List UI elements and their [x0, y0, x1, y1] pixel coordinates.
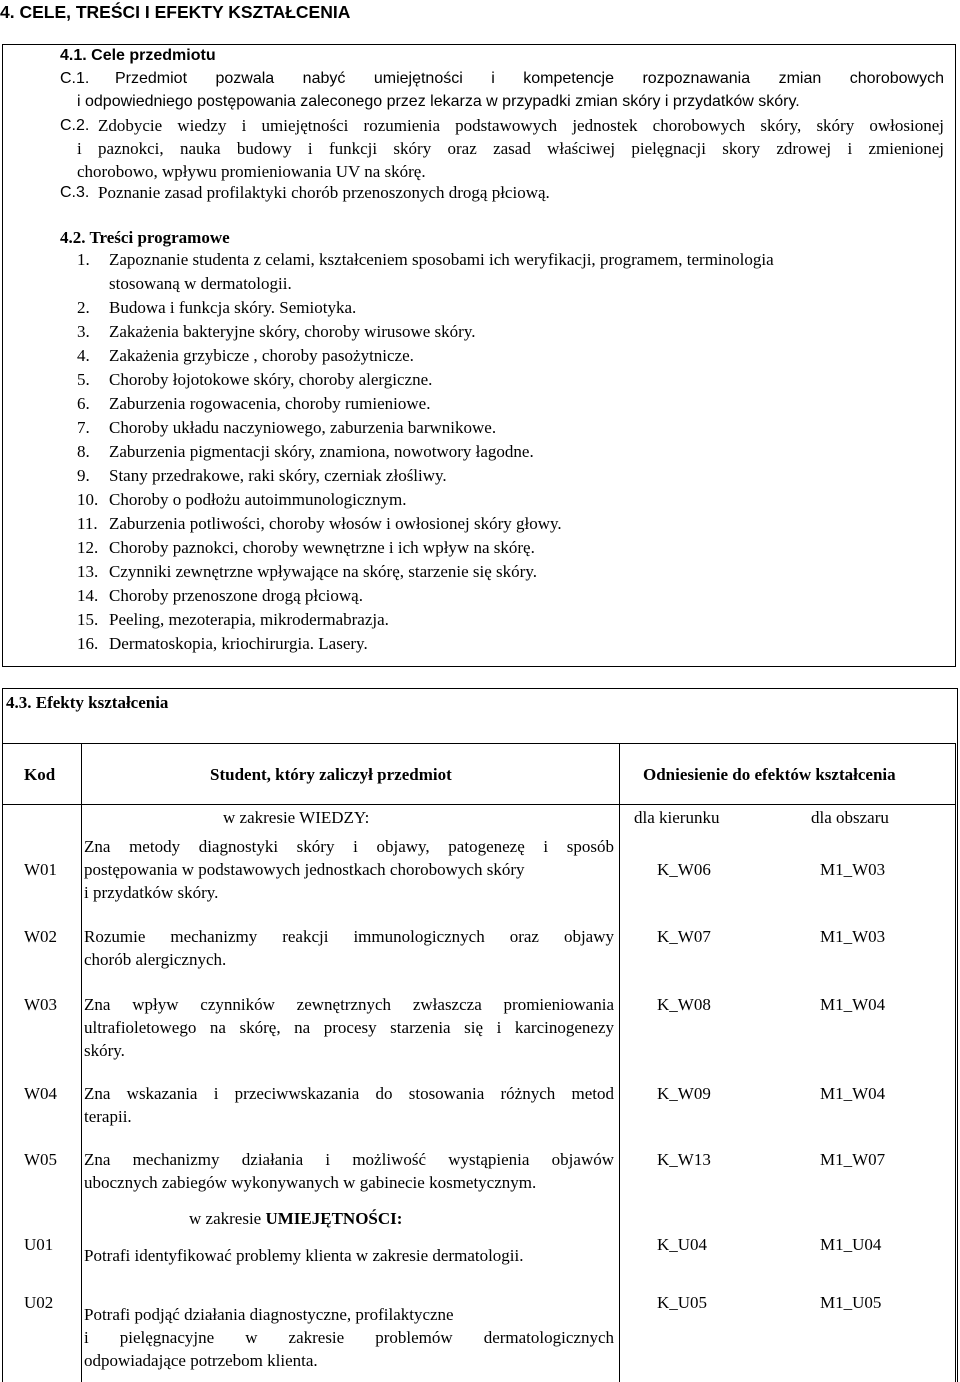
outcome-description: ubocznych zabiegów wykonywanych w gabinecie kosmetycznym.: [84, 1173, 537, 1192]
objective-c2-label: C.2.: [60, 117, 90, 134]
program-item-number: 15.: [77, 610, 99, 629]
program-item-number: 1.: [77, 250, 90, 269]
header-student: Student, który zaliczył przedmiot: [210, 765, 452, 784]
program-item-text: Czynniki zewnętrzne wpływające na skórę, starzenie się skóry.: [109, 562, 537, 581]
program-item-text: Zakażenia bakteryjne skóry, choroby wirusowe skóry.: [109, 322, 476, 341]
outcome-description: Zna wskazania i przeciwwskazania do stosowania różnych metod: [84, 1084, 614, 1103]
program-item-text: Zakażenia grzybicze , choroby pasożytnicze.: [109, 346, 414, 365]
program-item-number: 12.: [77, 538, 99, 557]
program-item-text: Zaburzenia potliwości, choroby włosów i owłosionej skóry głowy.: [109, 514, 562, 533]
outcome-code: W04: [24, 1084, 58, 1103]
program-item-text: Dermatoskopia, kriochirurgia. Lasery.: [109, 634, 368, 653]
outcome-description: Zna mechanizmy działania i możliwość wystąpienia objawów: [84, 1150, 614, 1169]
outcome-description: postępowania w podstawowych jednostkach chorobowych skóry: [84, 860, 525, 879]
program-item-number: 8.: [77, 442, 90, 461]
outcome-direction-ref: K_W06: [657, 860, 711, 879]
outcome-description: i pielęgnacyjne w zakresie problemów dermatologicznych: [84, 1328, 614, 1347]
program-item-number: 11.: [77, 514, 98, 533]
outcome-area-ref: M1_W04: [820, 1084, 886, 1103]
program-item-number: 14.: [77, 586, 99, 605]
header-code: Kod: [24, 765, 56, 784]
header-reference: Odniesienie do efektów kształcenia: [643, 765, 896, 784]
outcome-area-ref: M1_U04: [820, 1235, 882, 1254]
outcome-code: U01: [24, 1235, 54, 1254]
program-item-text: Choroby paznokci, choroby wewnętrzne i ich wpływ na skórę.: [109, 538, 535, 557]
program-item-text: Stany przedrakowe, raki skóry, czerniak złośliwy.: [109, 466, 447, 485]
program-item-number: 13.: [77, 562, 99, 581]
outcome-code: W03: [24, 995, 58, 1014]
program-item-text: Zaburzenia rogowacenia, choroby rumieniowe.: [109, 394, 431, 413]
outcome-area-ref: M1_U05: [820, 1293, 882, 1312]
outcomes-heading: 4.3. Efekty kształcenia: [6, 693, 169, 712]
outcome-code: W01: [24, 860, 58, 879]
outcome-direction-ref: K_W13: [657, 1150, 711, 1169]
skills-prefix: w zakresie: [189, 1209, 266, 1228]
objective-c2-line-2: i paznokci, nauka budowy i funkcji skóry oraz zasad właściwej pielęgnacji skory zdrowej i zmienionej: [77, 139, 944, 158]
knowledge-section-label: [223, 808, 369, 828]
section-title: 4. CELE, TREŚCI I EFEKTY KSZTAŁCENIA: [0, 2, 351, 22]
program-item-number: 4.: [77, 346, 90, 365]
outcome-direction-ref: K_W07: [657, 927, 711, 946]
program-item-number: 10.: [77, 490, 99, 509]
outcome-description: ultrafioletowego na skórę, na procesy starzenia się i karcinogenezy: [84, 1018, 614, 1037]
program-item-text: Choroby o podłożu autoimmunologicznym.: [109, 490, 407, 509]
outcome-description: odpowiadające potrzebom klienta.: [84, 1351, 318, 1370]
outcome-description: i przydatków skóry.: [84, 883, 219, 902]
objective-c1-label: C.1.: [60, 70, 90, 87]
code-column-divider: [81, 804, 82, 1382]
objective-c2-line-1: Zdobycie wiedzy i umiejętności rozumienia podstawowych jednostek chorobowych skóry, skóry owłosionej: [98, 116, 944, 135]
program-item-number: 5.: [77, 370, 90, 389]
program-item-number: 16.: [77, 634, 99, 653]
program-item-number: 7.: [77, 418, 90, 437]
program-item-text: Zapoznanie studenta z celami, kształceniem sposobami ich weryfikacji, programem, terminologia: [109, 250, 774, 269]
outcome-description: Zna wpływ czynników zewnętrznych zwłaszcza promieniowania: [84, 995, 614, 1014]
objective-c3-label: C.3.: [60, 184, 90, 201]
program-item-text: stosowaną w dermatologii.: [109, 274, 292, 293]
program-item-text: Peeling, mezoterapia, mikrodermabrazja.: [109, 610, 389, 629]
program-item-text: Choroby łojotokowe skóry, choroby alergiczne.: [109, 370, 433, 389]
objective-c1-line-1: Przedmiot pozwala nabyć umiejętności i kompetencje rozpoznawania zmian chorobowych: [115, 70, 944, 87]
program-item-text: Choroby przenoszone drogą płciową.: [109, 586, 363, 605]
outcome-direction-ref: K_U04: [657, 1235, 708, 1254]
outcome-code: W05: [24, 1150, 58, 1169]
program-item-text: Budowa i funkcja skóry. Semiotyka.: [109, 298, 357, 317]
program-item-number: 3.: [77, 322, 90, 341]
outcome-area-ref: M1_W07: [820, 1150, 886, 1169]
knowledge-label: WIEDZY:: [299, 808, 370, 827]
objective-c1-line-2: i odpowiedniego postępowania zaleconego przez lekarza w przypadki zmian skóry i przydatków skóry.: [77, 93, 800, 110]
program-heading: 4.2. Treści programowe: [60, 228, 230, 247]
outcome-code: U02: [24, 1293, 54, 1312]
objectives-heading: 4.1. Cele przedmiotu: [60, 47, 216, 64]
program-item-text: Zaburzenia pigmentacji skóry, znamiona, nowotwory łagodne.: [109, 442, 534, 461]
skills-section-label: [189, 1209, 402, 1229]
outcome-description: Zna metody diagnostyki skóry i objawy, patogenezę i sposób: [84, 837, 614, 856]
outcome-area-ref: M1_W03: [820, 927, 886, 946]
outcome-description: skóry.: [84, 1041, 125, 1060]
program-item-number: 9.: [77, 466, 90, 485]
knowledge-prefix: w zakresie: [223, 808, 300, 827]
outcome-code: W02: [24, 927, 58, 946]
outcome-direction-ref: K_W09: [657, 1084, 711, 1103]
outcome-description: Potrafi podjąć działania diagnostyczne, profilaktyczne: [84, 1305, 454, 1324]
objective-c2-line-3: chorobowo, wpływu promieniowania UV na skórę.: [77, 162, 426, 181]
col-direction: dla kierunku: [634, 808, 720, 827]
outcome-direction-ref: K_W08: [657, 995, 711, 1014]
skills-label: UMIEJĘTNOŚCI:: [265, 1209, 403, 1228]
outcome-area-ref: M1_W03: [820, 860, 886, 879]
desc-column-divider: [619, 804, 620, 1382]
outcome-description: chorób alergicznych.: [84, 950, 227, 969]
outcome-description: terapii.: [84, 1107, 132, 1126]
program-item-number: 6.: [77, 394, 90, 413]
outcome-area-ref: M1_W04: [820, 995, 886, 1014]
outcome-description: Potrafi identyfikować problemy klienta w zakresie dermatologii.: [84, 1246, 524, 1265]
program-item-text: Choroby układu naczyniowego, zaburzenia barwnikowe.: [109, 418, 497, 437]
col-area: dla obszaru: [811, 808, 889, 827]
objective-c3-text: Poznanie zasad profilaktyki chorób przenoszonych drogą płciową.: [98, 183, 550, 202]
outcome-description: Rozumie mechanizmy reakcji immunologicznych oraz objawy: [84, 927, 614, 946]
outcome-direction-ref: K_U05: [657, 1293, 708, 1312]
program-item-number: 2.: [77, 298, 90, 317]
